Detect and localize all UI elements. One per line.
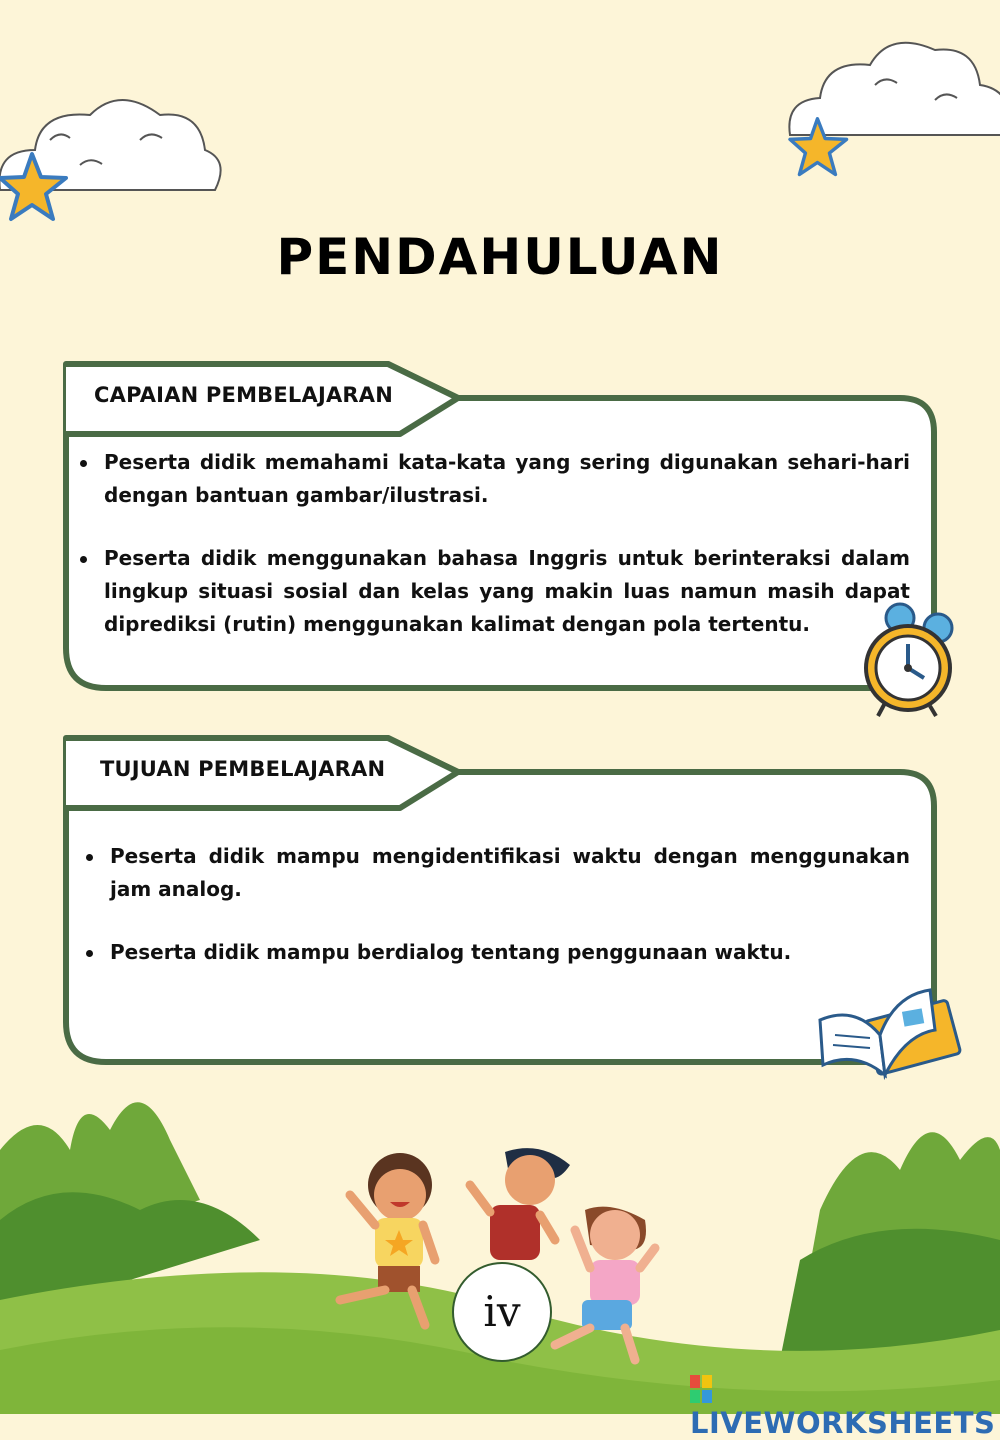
liveworksheets-mark-icon xyxy=(690,1375,714,1403)
section-heading-tujuan: TUJUAN PEMBELAJARAN xyxy=(100,757,386,781)
list-item: Peserta didik mampu berdialog tentang penggunaan waktu. xyxy=(86,936,910,969)
capaian-list xyxy=(80,446,910,641)
list-item: Peserta didik memahami kata-kata yang sering digunakan sehari-hari dengan bantuan gambar/ilustrasi. xyxy=(80,446,910,512)
brand-logo xyxy=(690,1372,1000,1440)
page-title: PENDAHULUAN xyxy=(276,228,724,286)
brand-text: LIVEWORKSHEETS xyxy=(690,1406,996,1440)
list-item: Peserta didik menggunakan bahasa Inggris untuk berinteraksi dalam lingkup situasi sosial dan kelas yang makin luas namun masih dapat diprediksi (rutin) menggunakan kalimat dengan pola tertentu. xyxy=(80,542,910,641)
star-icon-left xyxy=(0,150,70,225)
section-heading-capaian: CAPAIAN PEMBELAJARAN xyxy=(94,383,394,407)
page-number: iv xyxy=(452,1262,552,1362)
alarm-clock-icon xyxy=(860,598,960,718)
star-icon-right xyxy=(790,115,850,180)
list-item: Peserta didik mampu mengidentifikasi waktu dengan menggunakan jam analog. xyxy=(86,840,910,906)
tujuan-list xyxy=(86,840,910,969)
